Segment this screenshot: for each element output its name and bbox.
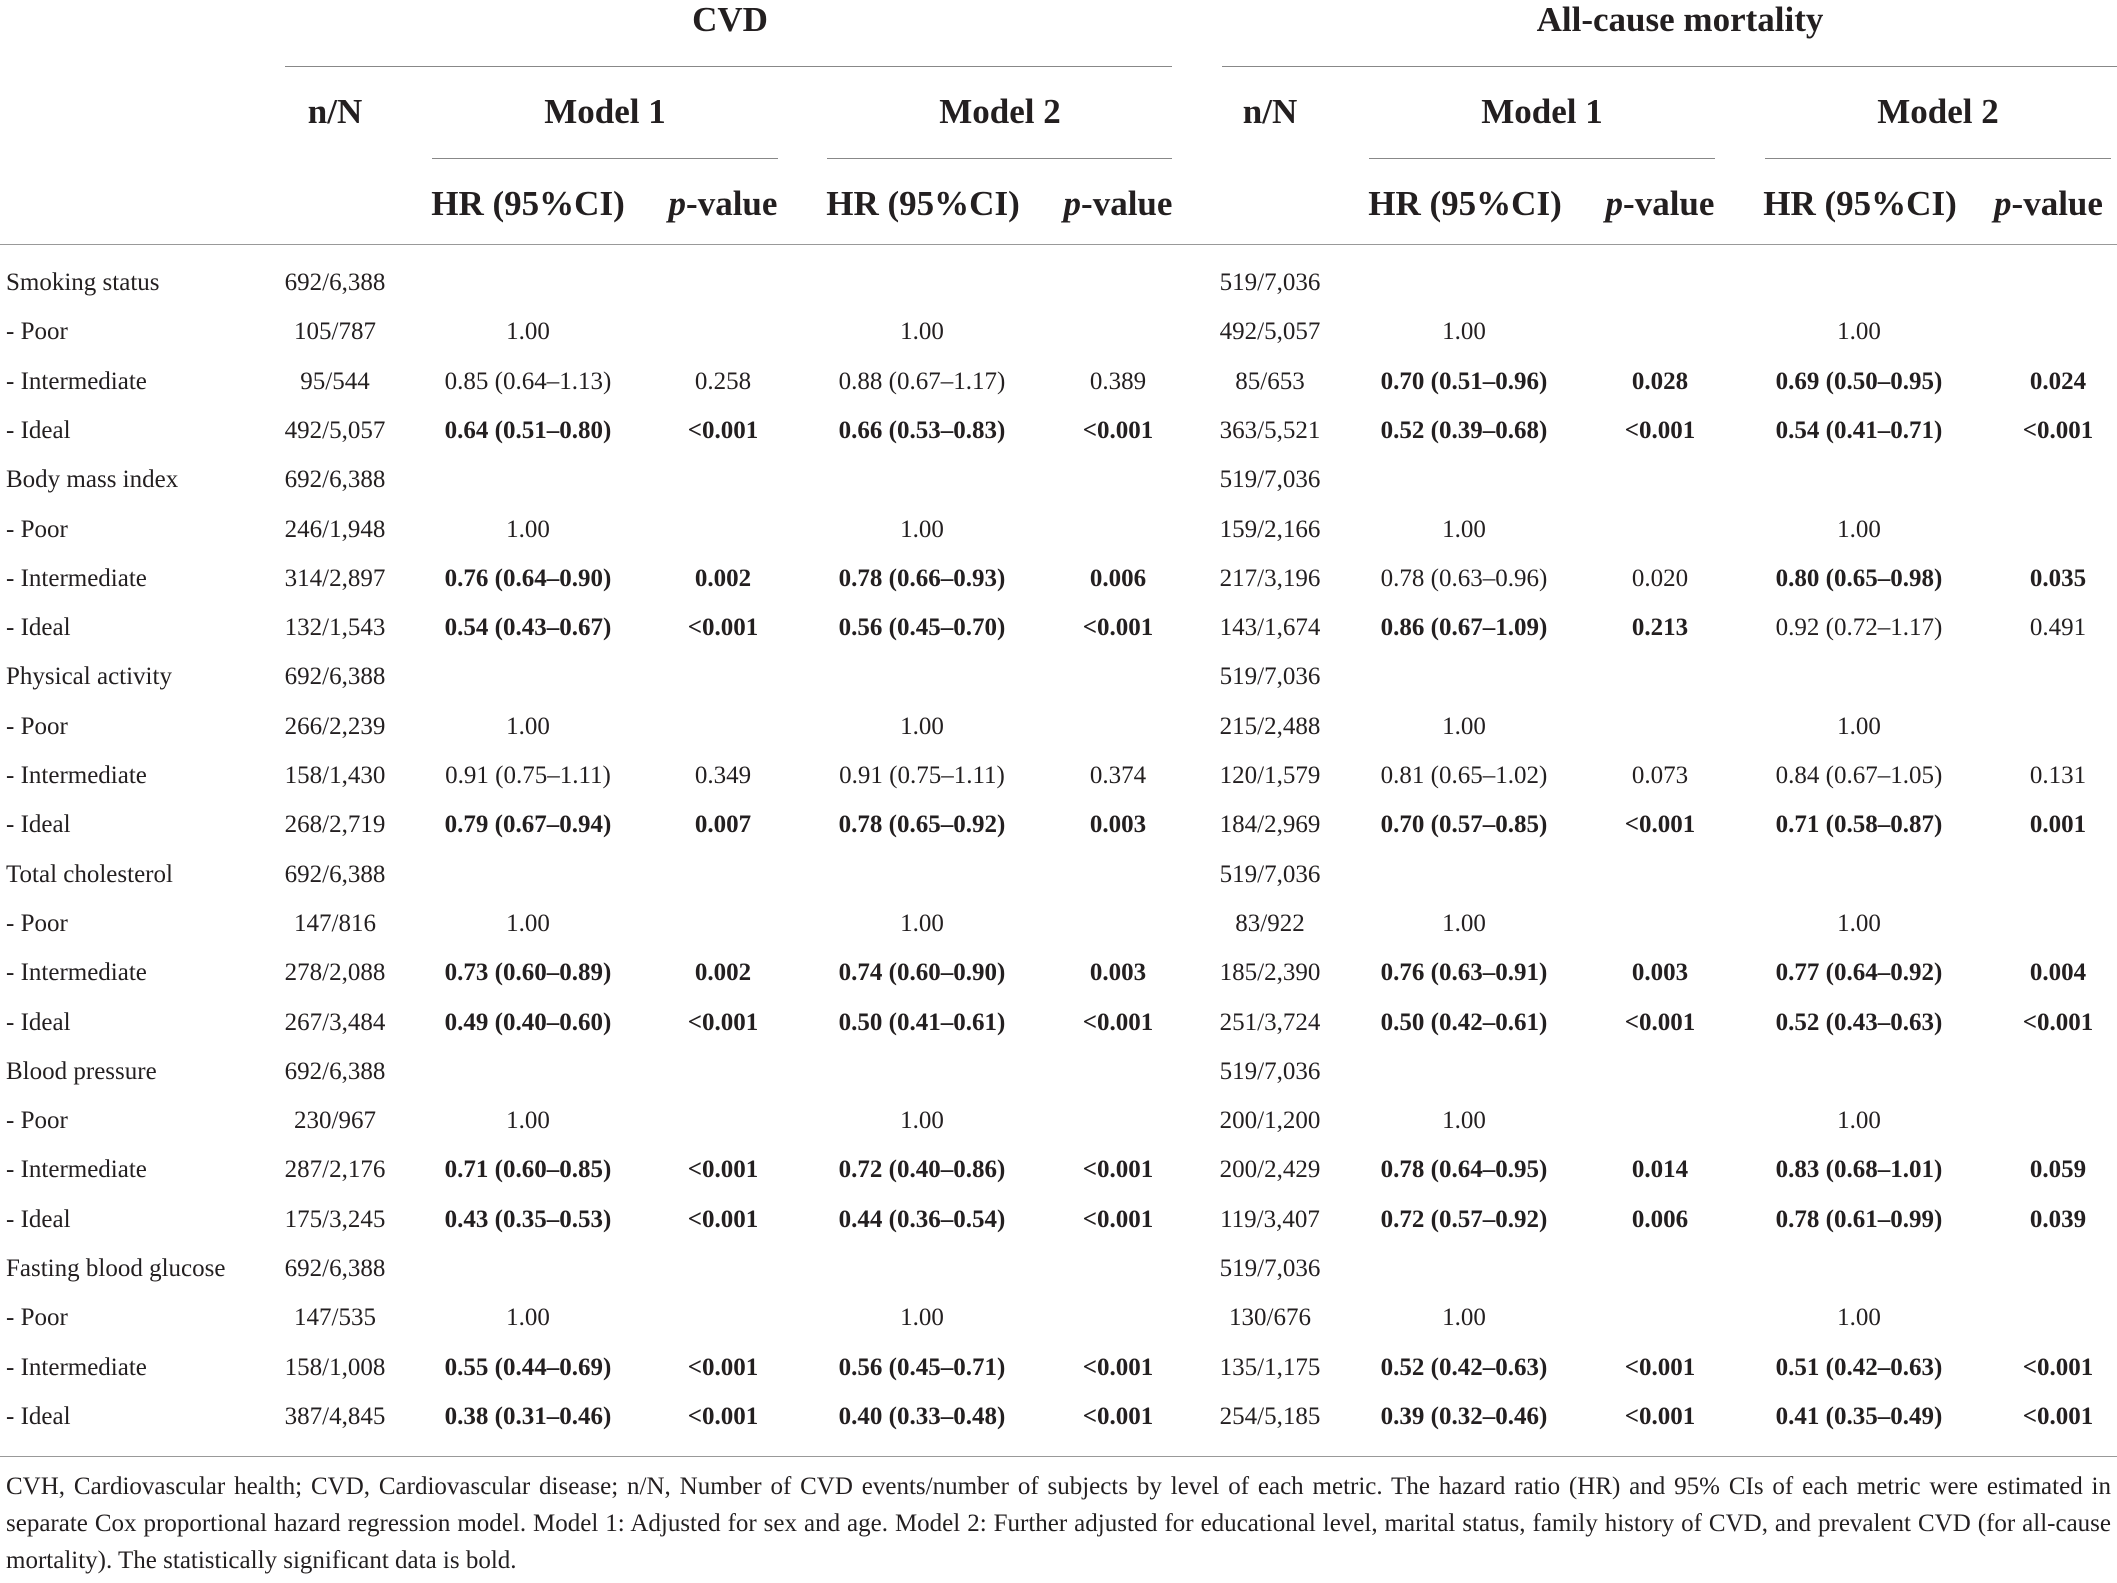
- table-cell-cvd-n: 158/1,008: [284, 1353, 386, 1381]
- table-cell-mort-n: 184/2,969: [1219, 811, 1321, 839]
- table-cell-a-m2-p: 0.491: [2029, 614, 2087, 642]
- table-cell-a-m2-p: 0.004: [2029, 959, 2087, 987]
- table-cell-a-m1-hr: 0.39 (0.32–0.46): [1380, 1402, 1548, 1430]
- table-cell-a-m1-p: <0.001: [1624, 416, 1696, 444]
- table-cell-c-m2-hr: 1.00: [900, 1107, 944, 1135]
- table-cell-mort-n: 119/3,407: [1220, 1205, 1320, 1233]
- table-cell-mort-n: 143/1,674: [1219, 614, 1321, 642]
- p-italic: p: [668, 184, 687, 223]
- table-cell-mort-n: 215/2,488: [1219, 712, 1321, 740]
- table-cell-cvd-n: 692/6,388: [284, 466, 386, 494]
- p-rest: -value: [686, 184, 778, 223]
- header-mort-m1-p: [1585, 184, 1735, 224]
- table-cell-c-m1-hr: 0.55 (0.44–0.69): [444, 1353, 612, 1381]
- table-cell-cvd-n: 387/4,845: [284, 1402, 386, 1430]
- table-cell-cvd-n: 158/1,430: [284, 762, 386, 789]
- table-cell-label: Smoking status: [6, 269, 160, 296]
- table-cell-a-m2-hr: 0.71 (0.58–0.87): [1775, 811, 1943, 839]
- table-cell-a-m1-hr: 0.81 (0.65–1.02): [1380, 762, 1548, 789]
- table-cell-mort-n: 492/5,057: [1219, 318, 1321, 346]
- table-cell-label: Physical activity: [6, 663, 172, 691]
- table-cell-label: - Intermediate: [6, 959, 147, 987]
- table-cell-a-m2-hr: 0.52 (0.43–0.63): [1775, 1008, 1943, 1036]
- table-cell-c-m2-p: <0.001: [1082, 1156, 1154, 1184]
- table-bottom-rule: [0, 1456, 2117, 1457]
- table-cell-c-m1-p: 0.007: [694, 811, 752, 839]
- table-cell-c-m2-hr: 0.78 (0.66–0.93): [838, 564, 1006, 592]
- table-cell-c-m1-p: <0.001: [687, 416, 759, 444]
- table-cell-a-m1-hr: 0.86 (0.67–1.09): [1380, 614, 1548, 642]
- table-cell-cvd-n: 105/787: [294, 318, 376, 346]
- table-cell-c-m2-p: <0.001: [1082, 416, 1154, 444]
- table-cell-label: Fasting blood glucose: [6, 1255, 226, 1282]
- table-cell-mort-n: 519/7,036: [1219, 466, 1321, 494]
- table-cell-c-m1-p: 0.002: [694, 959, 752, 987]
- table-cell-mort-n: 159/2,166: [1219, 515, 1321, 543]
- table-cell-c-m1-p: 0.002: [694, 564, 752, 592]
- table-cell-label: Total cholesterol: [6, 860, 173, 888]
- table-cell-a-m1-hr: 0.70 (0.51–0.96): [1380, 367, 1548, 395]
- table-cell-c-m2-hr: 0.78 (0.65–0.92): [838, 811, 1006, 839]
- header-cvd-model2: Model 2: [939, 92, 1061, 131]
- table-cell-a-m1-hr: 0.76 (0.63–0.91): [1380, 959, 1548, 987]
- table-cell-cvd-n: 268/2,719: [284, 811, 386, 839]
- table-cell-mort-n: 200/1,200: [1219, 1107, 1321, 1135]
- table-cell-a-m1-hr: 1.00: [1442, 515, 1486, 543]
- table-cell-a-m2-p: <0.001: [2022, 1402, 2094, 1430]
- table-cell-a-m2-p: 0.039: [2029, 1205, 2087, 1233]
- table-cell-c-m1-p: <0.001: [687, 614, 759, 642]
- table-cell-a-m2-p: 0.131: [2029, 762, 2087, 789]
- table-cell-a-m1-hr: 0.70 (0.57–0.85): [1380, 811, 1548, 839]
- table-cell-a-m2-hr: 0.51 (0.42–0.63): [1775, 1353, 1943, 1381]
- table-cell-c-m1-hr: 0.73 (0.60–0.89): [444, 959, 612, 987]
- table-cell-a-m1-hr: 0.50 (0.42–0.61): [1380, 1008, 1548, 1036]
- table-cell-a-m1-hr: 0.72 (0.57–0.92): [1380, 1205, 1548, 1233]
- header-mort-m1-hr: HR (95%CI): [1368, 184, 1562, 223]
- table-cell-mort-n: 130/676: [1229, 1304, 1311, 1332]
- table-cell-c-m2-hr: 0.56 (0.45–0.70): [838, 614, 1006, 642]
- table-cell-mort-n: 254/5,185: [1219, 1402, 1321, 1430]
- table-cell-label: - Poor: [6, 909, 68, 937]
- subheader-rule-mort-model2: [1765, 158, 2111, 159]
- table-cell-cvd-n: 147/816: [294, 909, 376, 937]
- table-cell-cvd-n: 230/967: [294, 1107, 376, 1135]
- header-all-cause-mortality: All-cause mortality: [1536, 0, 1824, 39]
- table-cell-label: - Ideal: [6, 1008, 71, 1036]
- table-cell-a-m2-hr: 1.00: [1837, 1304, 1881, 1332]
- table-cell-c-m2-hr: 0.40 (0.33–0.48): [838, 1402, 1006, 1430]
- table-cell-a-m1-hr: 1.00: [1442, 1304, 1486, 1332]
- table-cell-c-m2-p: 0.389: [1089, 367, 1147, 395]
- table-cell-a-m1-hr: 0.52 (0.42–0.63): [1380, 1353, 1548, 1381]
- table-cell-cvd-n: 175/3,245: [284, 1205, 386, 1233]
- table-cell-a-m2-p: <0.001: [2022, 1008, 2094, 1036]
- table-cell-a-m2-hr: 0.69 (0.50–0.95): [1775, 367, 1943, 395]
- table-cell-cvd-n: 492/5,057: [284, 416, 386, 444]
- header-mort-m2-hr: HR (95%CI): [1763, 184, 1957, 223]
- table-cell-label: - Ideal: [6, 1402, 71, 1430]
- header-rule-cvd: [285, 66, 1172, 67]
- table-cell-a-m1-p: 0.014: [1631, 1156, 1689, 1184]
- table-cell-cvd-n: 95/544: [300, 367, 370, 395]
- table-cell-label: Body mass index: [6, 466, 179, 494]
- table-cell-c-m2-hr: 1.00: [900, 318, 944, 346]
- table-cell-a-m1-p: 0.213: [1631, 614, 1689, 642]
- table-cell-a-m1-hr: 1.00: [1442, 1107, 1486, 1135]
- table-cell-a-m2-hr: 1.00: [1837, 909, 1881, 937]
- p-rest: -value: [1081, 184, 1173, 223]
- table-cell-c-m1-hr: 1.00: [506, 712, 550, 740]
- table-cell-cvd-n: 132/1,543: [284, 614, 386, 642]
- table-cell-a-m2-hr: 1.00: [1837, 1107, 1881, 1135]
- table-cell-label: - Intermediate: [6, 564, 147, 592]
- header-cvd: CVD: [692, 0, 768, 39]
- table-cell-a-m2-hr: 0.92 (0.72–1.17): [1775, 614, 1943, 642]
- table-cell-label: - Intermediate: [6, 1156, 147, 1184]
- table-cell-a-m2-p: 0.059: [2029, 1156, 2087, 1184]
- table-footnote: CVH, Cardiovascular health; CVD, Cardiovascular disease; n/N, Number of CVD events/number of subjects by level of each metric. The hazard ratio (HR) and 95% CIs of each metric were estimated in separate Cox proportional hazard regression model. Model 1: Adjusted for sex and age. Model 2: Further adjusted for educational level, marital status, family history of CVD, and prevalent CVD (for all-cause mortality). The statistically significant data is bold.: [6, 1473, 2111, 1574]
- table-cell-c-m2-p: 0.374: [1089, 762, 1147, 789]
- header-cvd-m1-p: [648, 184, 798, 224]
- header-mort-model1: Model 1: [1481, 92, 1603, 131]
- p-italic: p: [1063, 184, 1082, 223]
- p-italic: p: [1994, 184, 2012, 223]
- table-cell-a-m1-p: <0.001: [1624, 1402, 1696, 1430]
- table-cell-mort-n: 251/3,724: [1219, 1008, 1321, 1036]
- table-cell-c-m1-p: <0.001: [687, 1402, 759, 1430]
- table-cell-mort-n: 217/3,196: [1219, 564, 1321, 592]
- table-cell-a-m2-hr: 0.54 (0.41–0.71): [1775, 416, 1943, 444]
- table-cell-mort-n: 185/2,390: [1219, 959, 1321, 987]
- header-mort-model2: Model 2: [1877, 92, 1999, 131]
- table-cell-c-m2-hr: 0.91 (0.75–1.11): [839, 762, 1005, 789]
- table-cell-mort-n: 519/7,036: [1219, 1255, 1321, 1282]
- table-cell-c-m1-hr: 1.00: [506, 515, 550, 543]
- table-cell-a-m1-p: 0.003: [1631, 959, 1689, 987]
- table-cell-c-m2-p: 0.006: [1089, 564, 1147, 592]
- table-cell-a-m1-hr: 0.78 (0.63–0.96): [1380, 564, 1548, 592]
- table-cell-c-m1-hr: 1.00: [506, 1304, 550, 1332]
- table-cell-c-m1-p: <0.001: [687, 1156, 759, 1184]
- table-cell-label: - Intermediate: [6, 1353, 147, 1381]
- table-cell-cvd-n: 246/1,948: [284, 515, 386, 543]
- table-cell-mort-n: 363/5,521: [1219, 416, 1321, 444]
- table-cell-c-m1-p: <0.001: [687, 1353, 759, 1381]
- table-cell-cvd-n: 692/6,388: [284, 860, 386, 888]
- table-cell-cvd-n: 147/535: [294, 1304, 376, 1332]
- table-cell-c-m2-hr: 0.74 (0.60–0.90): [838, 959, 1006, 987]
- p-italic: p: [1605, 184, 1624, 223]
- table-cell-c-m1-hr: 1.00: [506, 318, 550, 346]
- header-bottom-rule: [0, 244, 2117, 245]
- table-cell-label: - Poor: [6, 515, 68, 543]
- table-cell-mort-n: 519/7,036: [1219, 663, 1321, 691]
- table-cell-c-m2-hr: 0.56 (0.45–0.71): [838, 1353, 1006, 1381]
- table-cell-label: Blood pressure: [6, 1057, 157, 1085]
- table-cell-label: - Ideal: [6, 416, 71, 444]
- subheader-rule-cvd-model1: [432, 158, 778, 159]
- subheader-rule-mort-model1: [1369, 158, 1715, 159]
- table-cell-c-m2-hr: 1.00: [900, 909, 944, 937]
- table-cell-mort-n: 519/7,036: [1219, 269, 1321, 296]
- table-cell-c-m1-hr: 0.43 (0.35–0.53): [444, 1205, 612, 1233]
- table-cell-cvd-n: 314/2,897: [284, 564, 386, 592]
- header-cvd-m2-p: [1043, 184, 1193, 224]
- header-cvd-m1-hr: HR (95%CI): [431, 184, 625, 223]
- table-cell-c-m1-hr: 0.49 (0.40–0.60): [444, 1008, 612, 1036]
- table-cell-a-m2-p: <0.001: [2022, 416, 2094, 444]
- table-cell-a-m1-hr: 1.00: [1442, 712, 1486, 740]
- table-cell-c-m1-hr: 0.91 (0.75–1.11): [445, 762, 611, 789]
- table-cell-c-m2-p: 0.003: [1089, 959, 1147, 987]
- header-mort-m2-p: [1980, 184, 2117, 224]
- table-cell-a-m2-hr: 0.78 (0.61–0.99): [1775, 1205, 1943, 1233]
- table-cell-label: - Ideal: [6, 1205, 71, 1233]
- table-cell-mort-n: 519/7,036: [1219, 1057, 1321, 1085]
- table-cell-label: - Poor: [6, 1304, 68, 1332]
- header-cvd-m2-hr: HR (95%CI): [826, 184, 1020, 223]
- table-cell-a-m1-p: <0.001: [1624, 811, 1696, 839]
- table-cell-cvd-n: 278/2,088: [284, 959, 386, 987]
- table-cell-mort-n: 85/653: [1235, 367, 1305, 395]
- table-cell-a-m1-p: <0.001: [1624, 1008, 1696, 1036]
- table-cell-c-m1-p: 0.258: [694, 367, 752, 395]
- p-rest: -value: [1623, 184, 1715, 223]
- table-cell-a-m1-p: 0.028: [1631, 367, 1689, 395]
- table-cell-cvd-n: 692/6,388: [284, 269, 386, 296]
- table-cell-label: - Ideal: [6, 614, 71, 642]
- table-cell-mort-n: 120/1,579: [1219, 762, 1321, 789]
- table-cell-a-m1-p: 0.073: [1631, 762, 1689, 789]
- table-cell-c-m2-p: <0.001: [1082, 1353, 1154, 1381]
- p-rest: -value: [2011, 184, 2103, 223]
- table-cell-c-m2-hr: 0.44 (0.36–0.54): [838, 1205, 1006, 1233]
- header-cvd-model1: Model 1: [544, 92, 666, 131]
- table-cell-c-m2-hr: 1.00: [900, 712, 944, 740]
- table-cell-label: - Intermediate: [6, 367, 147, 395]
- table-cell-c-m2-p: 0.003: [1089, 811, 1147, 839]
- table-cell-a-m1-hr: 0.52 (0.39–0.68): [1380, 416, 1548, 444]
- table-cell-c-m2-p: <0.001: [1082, 614, 1154, 642]
- table-cell-a-m2-hr: 0.84 (0.67–1.05): [1775, 762, 1943, 789]
- table-cell-a-m2-p: 0.001: [2029, 811, 2087, 839]
- table-cell-label: - Poor: [6, 712, 68, 740]
- table-cell-cvd-n: 692/6,388: [284, 663, 386, 691]
- header-mort-nn: n/N: [1242, 92, 1298, 131]
- table-cell-c-m2-hr: 1.00: [900, 515, 944, 543]
- header-cvd-nn: n/N: [307, 92, 363, 131]
- table-cell-a-m2-hr: 0.41 (0.35–0.49): [1775, 1402, 1943, 1430]
- table-cell-c-m2-hr: 0.72 (0.40–0.86): [838, 1156, 1006, 1184]
- table-cell-a-m1-p: 0.006: [1631, 1205, 1689, 1233]
- table-cell-c-m2-hr: 1.00: [900, 1304, 944, 1332]
- table-cell-cvd-n: 692/6,388: [284, 1057, 386, 1085]
- table-cell-c-m1-hr: 0.54 (0.43–0.67): [444, 614, 612, 642]
- table-cell-c-m2-p: <0.001: [1082, 1205, 1154, 1233]
- table-cell-c-m2-p: <0.001: [1082, 1008, 1154, 1036]
- table-cell-c-m1-hr: 0.71 (0.60–0.85): [444, 1156, 612, 1184]
- table-cell-c-m1-hr: 0.76 (0.64–0.90): [444, 564, 612, 592]
- table-cell-cvd-n: 287/2,176: [284, 1156, 386, 1184]
- table-cell-c-m1-p: 0.349: [694, 762, 752, 789]
- table-cell-c-m2-hr: 0.66 (0.53–0.83): [838, 416, 1006, 444]
- table-cell-c-m2-hr: 0.50 (0.41–0.61): [838, 1008, 1006, 1036]
- table-cell-label: - Ideal: [6, 811, 71, 839]
- table-cell-c-m2-p: <0.001: [1082, 1402, 1154, 1430]
- table-cell-c-m1-p: <0.001: [687, 1205, 759, 1233]
- table-cell-a-m2-hr: 1.00: [1837, 515, 1881, 543]
- table-cell-mort-n: 83/922: [1235, 909, 1305, 937]
- table-cell-c-m1-hr: 0.38 (0.31–0.46): [444, 1402, 612, 1430]
- table-cell-c-m1-hr: 1.00: [506, 909, 550, 937]
- table-cell-a-m2-hr: 0.80 (0.65–0.98): [1775, 564, 1943, 592]
- table-cell-cvd-n: 266/2,239: [284, 712, 386, 740]
- table-cell-a-m2-hr: 0.77 (0.64–0.92): [1775, 959, 1943, 987]
- table-cell-c-m1-p: <0.001: [687, 1008, 759, 1036]
- table-cell-a-m1-hr: 1.00: [1442, 909, 1486, 937]
- table-cell-c-m1-hr: 0.85 (0.64–1.13): [444, 367, 612, 395]
- table-cell-a-m1-hr: 0.78 (0.64–0.95): [1380, 1156, 1548, 1184]
- subheader-rule-cvd-model2: [827, 158, 1172, 159]
- table-cell-a-m1-p: 0.020: [1631, 564, 1689, 592]
- table-cell-a-m2-hr: 0.83 (0.68–1.01): [1775, 1156, 1943, 1184]
- table-cell-cvd-n: 267/3,484: [284, 1008, 386, 1036]
- table-cell-mort-n: 200/2,429: [1219, 1156, 1321, 1184]
- table-cell-label: - Poor: [6, 318, 68, 346]
- header-rule-mortality: [1222, 66, 2117, 67]
- table-cell-a-m1-p: <0.001: [1624, 1353, 1696, 1381]
- table-cell-a-m2-p: 0.024: [2029, 367, 2087, 395]
- table-cell-mort-n: 135/1,175: [1219, 1353, 1321, 1381]
- table-cell-c-m2-hr: 0.88 (0.67–1.17): [838, 367, 1006, 395]
- table-cell-c-m1-hr: 1.00: [506, 1107, 550, 1135]
- table-cell-c-m1-hr: 0.64 (0.51–0.80): [444, 416, 612, 444]
- table-cell-mort-n: 519/7,036: [1219, 860, 1321, 888]
- table-cell-c-m1-hr: 0.79 (0.67–0.94): [444, 811, 612, 839]
- table-cell-cvd-n: 692/6,388: [284, 1255, 386, 1282]
- table-cell-a-m1-hr: 1.00: [1442, 318, 1486, 346]
- table-cell-a-m2-p: 0.035: [2029, 564, 2087, 592]
- table-cell-a-m2-p: <0.001: [2022, 1353, 2094, 1381]
- table-cell-label: - Poor: [6, 1107, 68, 1135]
- table-cell-label: - Intermediate: [6, 762, 147, 789]
- table-cell-a-m2-hr: 1.00: [1837, 318, 1881, 346]
- table-cell-a-m2-hr: 1.00: [1837, 712, 1881, 740]
